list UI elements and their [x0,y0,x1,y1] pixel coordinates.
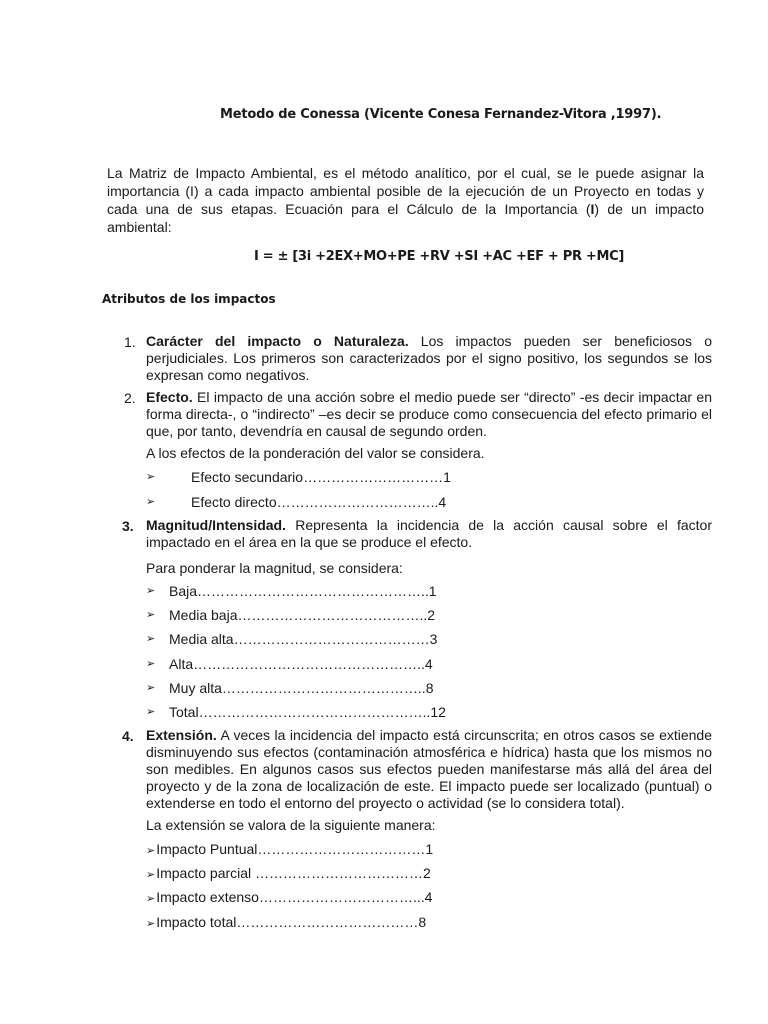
value-text: Baja…………………………………………..1 [169,583,437,599]
arrow-bullet-icon: ➢ [146,917,156,930]
value-text: Impacto Puntual………………………………1 [156,841,434,857]
value-text: Alta…………………………………………..4 [169,656,433,672]
intro-text: La Matriz de Impacto Ambiental, es el método analítico, por el cual, se le puede asignar la importancia (I) a cada impacto ambiental posible de la ejecución de un Proyecto en todas y cada una de sus etapas. Ecuación para el Cálculo de la Importancia ( [107,165,704,217]
value-text: Muy alta……………………………………..8 [169,680,434,696]
importance-equation: I = ± [3i +2EX+MO+PE +RV +SI +AC +EF + PR +MC] [254,249,625,264]
item-text: A veces la incidencia del impacto está circunscrita; en otros casos se extiende disminuyendo sus efectos (contaminación atmosférica e hídrica) hasta que los mismos no son medibles. En algunos casos sus efectos pueden manifestarse más allá del área del proyecto y de la zona de localización de este. El impacto puede ser localizado (puntual) o extenderse en todo el entorno del proyecto o actividad (se lo considera total). [146,727,712,811]
value-text: Media alta……………………………………3 [169,631,438,647]
item-lead: Extensión. [146,727,217,743]
arrow-bullet-icon: ➢ [146,892,156,905]
item-lead: Carácter del impacto o Naturaleza. [146,333,409,349]
value-text: Efecto directo……………………………..4 [191,494,447,510]
arrow-bullet-icon: ➢ [146,681,156,694]
item-sub-intro: La extensión se valora de la siguiente manera: [146,817,436,833]
list-item [146,389,712,440]
value-bullet [146,864,431,884]
value-bullet [146,888,432,908]
value-text: Impacto extenso……………………………...4 [156,889,433,905]
arrow-bullet-icon: ➢ [146,705,156,718]
intro-paragraph [107,164,704,236]
value-text: Efecto secundario…………………………1 [191,469,451,485]
item-sub-intro: Para ponderar la magnitud, se considera: [146,560,403,576]
arrow-bullet-icon: ➢ [146,632,156,645]
value-text: Media baja…………………………………..2 [169,607,436,623]
arrow-bullet-icon: ➢ [146,584,156,597]
arrow-bullet-icon: ➢ [146,470,156,483]
item-number: 3. [122,518,134,534]
value-text: Total…………………………………………..12 [169,704,446,720]
item-text: El impacto de una acción sobre el medio puede ser “directo” -es decir impactar en forma directa-, o “indirecto” –es decir se produce como consecuencia del efecto primario el que, por tanto, devendría en causal de segundo orden. [146,389,712,439]
item-lead: Magnitud/Intensidad. [146,517,286,533]
value-text: Impacto total…………………………………8 [156,914,427,930]
arrow-bullet-icon: ➢ [146,868,156,881]
item-sub-intro: A los efectos de la ponderación del valor se considera. [146,445,485,461]
arrow-bullet-icon: ➢ [146,844,156,857]
list-item [146,727,712,812]
item-number: 1. [124,334,136,350]
arrow-bullet-icon: ➢ [146,608,156,621]
item-number: 4. [122,728,134,744]
list-item [146,333,712,384]
item-text: Los impactos pueden ser beneficiosos o perjudiciales. Los primeros son caracterizados por el signo positivo, los segundos se los expresan como negativos. [146,333,712,383]
intro-text-end: ) de un impacto ambiental: [107,201,704,235]
document-title: Metodo de Conessa (Vicente Conesa Fernandez-Vitora ,1997). [220,107,662,122]
arrow-bullet-icon: ➢ [146,657,156,670]
value-bullet [146,913,426,933]
item-text: Representa la incidencia de la acción causal sobre el factor impactado en el área en la que se produce el efecto. [146,517,712,550]
item-lead: Efecto. [146,389,193,405]
value-bullet [146,840,433,860]
value-text: Impacto parcial ………………………………2 [156,865,431,881]
section-heading: Atributos de los impactos [102,292,276,306]
intro-bold-symbol: I [590,201,595,217]
item-number: 2. [124,390,136,406]
arrow-bullet-icon: ➢ [146,495,156,508]
list-item [146,517,712,551]
